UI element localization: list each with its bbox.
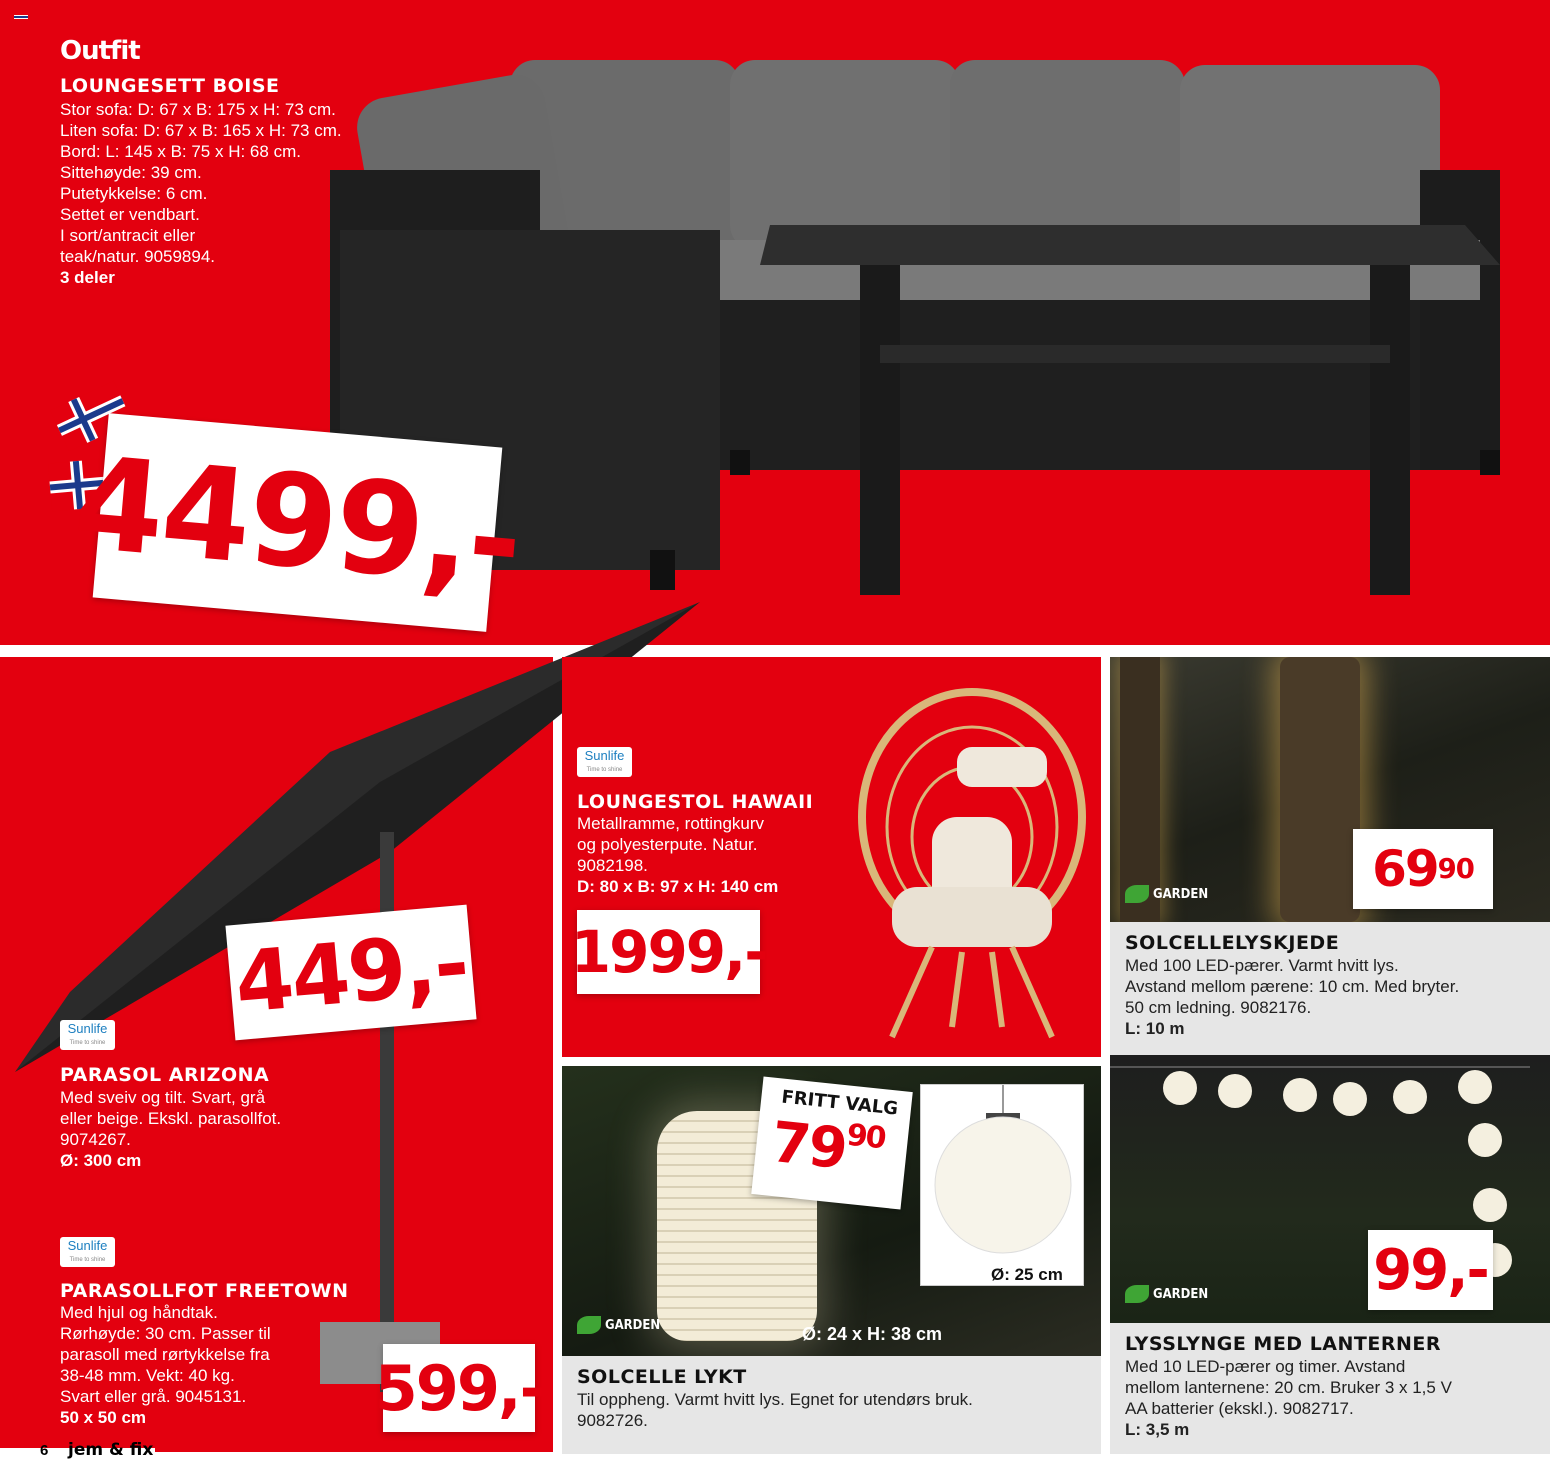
brand-name: Sunlife	[67, 1238, 108, 1253]
desc-line: Med 100 LED-pærer. Varmt hvitt lys.	[1125, 956, 1399, 975]
sunlife-logo	[60, 1020, 115, 1050]
product-description	[1125, 1356, 1545, 1440]
product-title: PARASOLLFOT FREETOWN	[60, 1280, 349, 1302]
desc-line: Til oppheng. Varmt hvitt lys. Egnet for utendørs bruk.	[577, 1390, 973, 1409]
desc-line: Sittehøyde: 39 cm.	[60, 163, 202, 182]
brand-tagline: Time to shine	[69, 1257, 106, 1263]
product-highlight: Ø: 300 cm	[60, 1151, 142, 1170]
brand-name: GARDEN	[605, 1317, 661, 1333]
brand-name: GARDEN	[1153, 886, 1209, 902]
hero-loungesett	[0, 0, 1550, 645]
product-title: LOUNGESTOL HAWAII	[577, 791, 814, 813]
price-tag-parasollfot	[374, 1344, 544, 1432]
desc-line: 38-48 mm. Vekt: 40 kg.	[60, 1366, 235, 1385]
brand-tagline: Time to shine	[69, 1040, 106, 1046]
ball-lantern-image	[921, 1085, 1085, 1255]
product-highlight: 3 deler	[60, 268, 115, 287]
tree-trunk-image	[1120, 657, 1160, 922]
desc-line: Settet er vendbart.	[60, 205, 200, 224]
desc-line: Med sveiv og tilt. Svart, grå	[60, 1088, 266, 1107]
product-highlight: L: 10 m	[1125, 1019, 1185, 1038]
desc-line: Bord: L: 145 x B: 75 x H: 68 cm.	[60, 142, 301, 161]
price-value: 99,-	[1373, 1237, 1488, 1303]
product-title: LOUNGESETT BOISE	[60, 75, 280, 97]
desc-line: Liten sofa: D: 67 x B: 165 x H: 73 cm.	[60, 121, 342, 140]
price-value: 4499,-	[68, 428, 527, 617]
product-description	[577, 813, 847, 897]
product-description	[1125, 955, 1545, 1039]
panel-lykt	[562, 1066, 1101, 1454]
lantern-size: Ø: 24 x H: 38 cm	[802, 1324, 943, 1344]
desc-line: 9082198.	[577, 856, 648, 875]
garden-logo	[1125, 885, 1208, 903]
panel-loungestol	[562, 657, 1101, 1057]
outfit-brand-logo: Outfit	[60, 36, 140, 66]
price-value: 449,-	[231, 913, 471, 1032]
store-logo: jem & fix	[68, 1440, 154, 1460]
panel-lysskjede	[1110, 657, 1550, 1057]
brand-tagline: Time to shine	[586, 767, 623, 773]
desc-line: I sort/antracit eller	[60, 226, 196, 245]
desc-line: Putetykkelse: 6 cm.	[60, 184, 208, 203]
price-tag-lysskjede	[1353, 829, 1493, 909]
desc-line: Avstand mellom pærene: 10 cm. Med bryter.	[1125, 977, 1460, 996]
panel-lysslynge	[1110, 1055, 1550, 1454]
product-title: SOLCELLELYSKJEDE	[1125, 932, 1340, 954]
garden-logo	[577, 1316, 660, 1334]
desc-line: 50 cm ledning. 9082176.	[1125, 998, 1312, 1017]
desc-line: og polyesterpute. Natur.	[577, 835, 758, 854]
product-title: SOLCELLE LYKT	[577, 1366, 747, 1388]
product-highlight: D: 80 x B: 97 x H: 140 cm	[577, 877, 779, 896]
desc-line: Stor sofa: D: 67 x B: 175 x H: 73 cm.	[60, 100, 336, 119]
leaf-icon	[1125, 1285, 1149, 1303]
leaf-icon	[577, 1316, 601, 1334]
desc-line: 9074267.	[60, 1130, 131, 1149]
desc-line: Svart eller grå. 9045131.	[60, 1387, 247, 1406]
flag-icon	[14, 12, 28, 22]
tree-trunk-image	[1280, 657, 1360, 922]
product-title: LYSSLYNGE MED LANTERNER	[1125, 1333, 1441, 1355]
panel-parasol	[0, 657, 553, 1452]
lysslynge-info	[1110, 1323, 1550, 1454]
desc-line: eller beige. Ekskl. parasollfot.	[60, 1109, 282, 1128]
product-highlight: L: 3,5 m	[1125, 1420, 1190, 1439]
price-tag-lykt	[751, 1076, 913, 1209]
sunlife-logo	[577, 747, 632, 777]
egg-chair-image	[852, 687, 1092, 1047]
leaf-icon	[1125, 885, 1149, 903]
price-value-wrap	[768, 1110, 886, 1186]
price-value: 1999,-	[570, 918, 767, 986]
price-tag-loungesett	[68, 413, 527, 632]
desc-line: Rørhøyde: 30 cm. Passer til	[60, 1324, 271, 1343]
price-cents: 90	[845, 1117, 887, 1157]
price-value: 69	[1372, 840, 1438, 898]
fritt-valg-badge: FRITT VALG	[780, 1086, 899, 1120]
price-cents: 90	[1437, 852, 1474, 885]
sunlife-logo	[60, 1237, 115, 1267]
price-value: 79	[768, 1109, 849, 1183]
product-description	[60, 1302, 350, 1428]
lykt-info	[562, 1356, 1101, 1454]
brand-name: GARDEN	[1153, 1286, 1209, 1302]
desc-line: Med hjul og håndtak.	[60, 1303, 218, 1322]
desc-line: teak/natur. 9059894.	[60, 247, 216, 266]
price-tag-loungestol	[570, 910, 767, 994]
desc-line: mellom lanternene: 20 cm. Bruker 3 x 1,5 V	[1125, 1378, 1452, 1397]
page-number: 6	[40, 1442, 49, 1459]
desc-line: 9082726.	[577, 1411, 648, 1430]
product-highlight: 50 x 50 cm	[60, 1408, 147, 1427]
brand-name: Sunlife	[67, 1021, 108, 1036]
product-title: PARASOL ARIZONA	[60, 1064, 270, 1086]
garden-logo	[1125, 1285, 1208, 1303]
brand-name: Sunlife	[584, 748, 625, 763]
price-value: 599,-	[374, 1351, 544, 1425]
product-description	[577, 1389, 1092, 1431]
lysskjede-info	[1110, 922, 1550, 1057]
desc-line: Metallramme, rottingkurv	[577, 814, 765, 833]
price-tag-lysslynge	[1368, 1230, 1493, 1310]
ball-lantern-inset	[920, 1084, 1084, 1286]
price-tag-parasol	[225, 905, 476, 1041]
ball-size: Ø: 25 cm	[991, 1265, 1063, 1284]
product-description	[60, 1087, 340, 1171]
desc-line: Med 10 LED-pærer og timer. Avstand	[1125, 1357, 1406, 1376]
desc-line: AA batterier (ekskl.). 9082717.	[1125, 1399, 1354, 1418]
desc-line: parasoll med rørtykkelse fra	[60, 1345, 270, 1364]
